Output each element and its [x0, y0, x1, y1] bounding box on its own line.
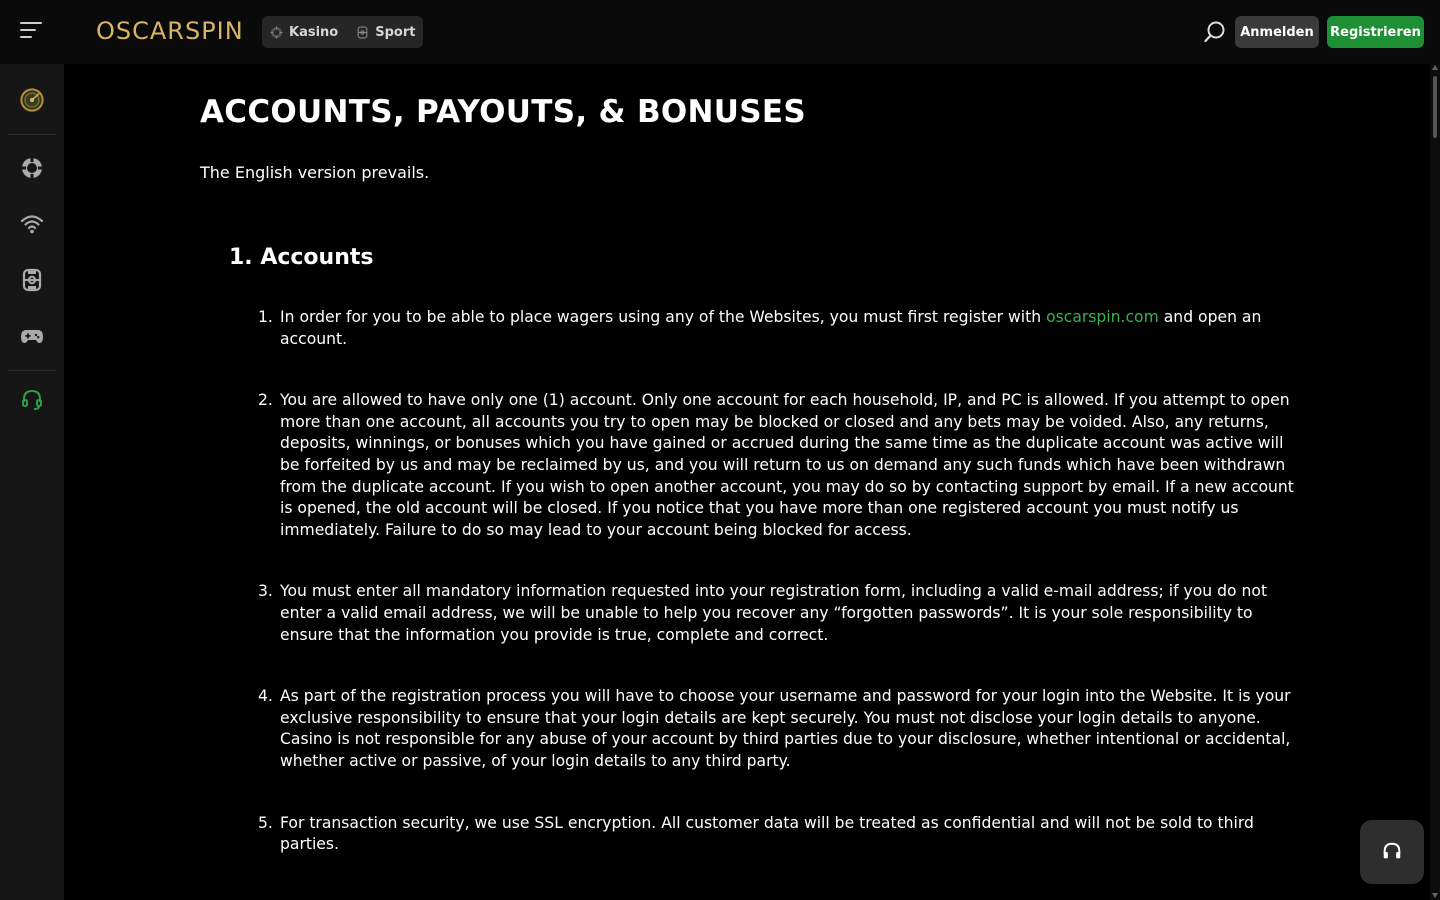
sidebar-item-support[interactable]: [0, 380, 64, 420]
fortune-wheel-icon: [20, 88, 44, 112]
clause-item: [258, 813, 1298, 856]
sidebar: [0, 64, 64, 900]
terms-content: [64, 64, 1430, 900]
sidebar-divider: [8, 134, 56, 135]
login-button[interactable]: Anmelden: [1235, 16, 1319, 48]
scroll-thumb[interactable]: [1433, 76, 1437, 138]
top-tabs: [262, 16, 423, 48]
clause-text: For transaction security, we use SSL encryption. All customer data will be treated as confidential and will not be sold to third parties.: [280, 813, 1254, 854]
logo[interactable]: OSCARSPIN: [96, 17, 244, 45]
clause-item: [258, 307, 1298, 350]
live-wifi-icon: [20, 212, 44, 236]
clause-text: You must enter all mandatory information requested into your registration form, including a valid e-mail address; if you do not enter a valid email address, we will be unable to help you recover any “forgotten passwords”. It is your sole responsibility to ensure that the information you provide is true, complete and correct.: [280, 582, 1268, 644]
sidebar-divider: [8, 370, 56, 371]
sport-icon: [20, 268, 44, 292]
tab-kasino-label: Kasino: [289, 24, 339, 40]
support-chat-button[interactable]: [1360, 820, 1424, 884]
clause-text: and open an account.: [280, 308, 1262, 348]
casino-chip-icon: [270, 26, 283, 39]
clause-number: 5.: [258, 813, 273, 832]
scroll-up-arrow[interactable]: [1432, 65, 1438, 70]
gamepad-icon: [20, 324, 44, 348]
clause-text: In order for you to be able to place wagers using any of the Websites, you must first register with: [280, 308, 1047, 326]
search-icon[interactable]: [1203, 20, 1227, 44]
clause-text: As part of the registration process you will have to choose your username and password for your login into the Website. It is your exclusive responsibility to ensure that your login details are kept securely. You must not disclose your login details to anyone. Casino is not responsible for any abuse of your account by third parties due to your disclosure, whether intentional or accidental, whether active or passive, of your login details to any third party.: [280, 687, 1291, 770]
tab-sport-label: Sport: [375, 24, 416, 40]
page-scrollbar[interactable]: [1430, 64, 1440, 900]
sport-icon: [356, 26, 369, 39]
clause-number: 1.: [258, 308, 273, 326]
clause-number: 3.: [258, 582, 273, 601]
clause-list: [258, 307, 1298, 896]
clause-item: [258, 686, 1298, 772]
section-title: 1. Accounts: [229, 245, 374, 270]
sidebar-item-games[interactable]: [0, 316, 64, 356]
scroll-down-arrow[interactable]: [1432, 893, 1438, 898]
register-button[interactable]: Registrieren: [1327, 16, 1424, 48]
clause-number: 4.: [258, 687, 273, 706]
casino-chip-icon: [20, 156, 44, 180]
top-header: [0, 0, 1440, 64]
sidebar-item-sport[interactable]: [0, 260, 64, 300]
clause-item: [258, 390, 1298, 541]
sidebar-item-casino[interactable]: [0, 148, 64, 188]
intro-text: The English version prevails.: [200, 163, 430, 182]
oscarspin-link[interactable]: oscarspin.com: [1046, 308, 1159, 326]
headset-icon: [20, 388, 44, 412]
sidebar-item-fortune-wheel[interactable]: [0, 80, 64, 120]
clause-number: 2.: [258, 391, 273, 410]
sidebar-item-live[interactable]: [0, 204, 64, 244]
tab-kasino[interactable]: [270, 25, 338, 40]
menu-icon[interactable]: [20, 22, 42, 42]
tab-sport[interactable]: [356, 25, 415, 40]
page-title: ACCOUNTS, PAYOUTS, & BONUSES: [200, 94, 806, 130]
clause-text: You are allowed to have only one (1) account. Only one account for each household, IP, and PC is allowed. If you attempt to open more than one account, all accounts you try to open may be blocked or closed and any bets may be voided. Also, any returns, deposits, winnings, or bonuses which you have gained or accrued during the same time as the duplicate account was active will be forfeited by us and may be reclaimed by us, and you will return to us on demand any such funds which have been withdrawn from the duplicate account. If you wish to open another account, you may do so by contacting support by email. If a new account is opened, the old account will be closed. If you notice that you have more than one registered account you must notify us immediately. Failure to do so may lead to your account being blocked for access.: [280, 391, 1294, 539]
headset-icon: [1381, 841, 1403, 863]
clause-item: [258, 581, 1298, 646]
